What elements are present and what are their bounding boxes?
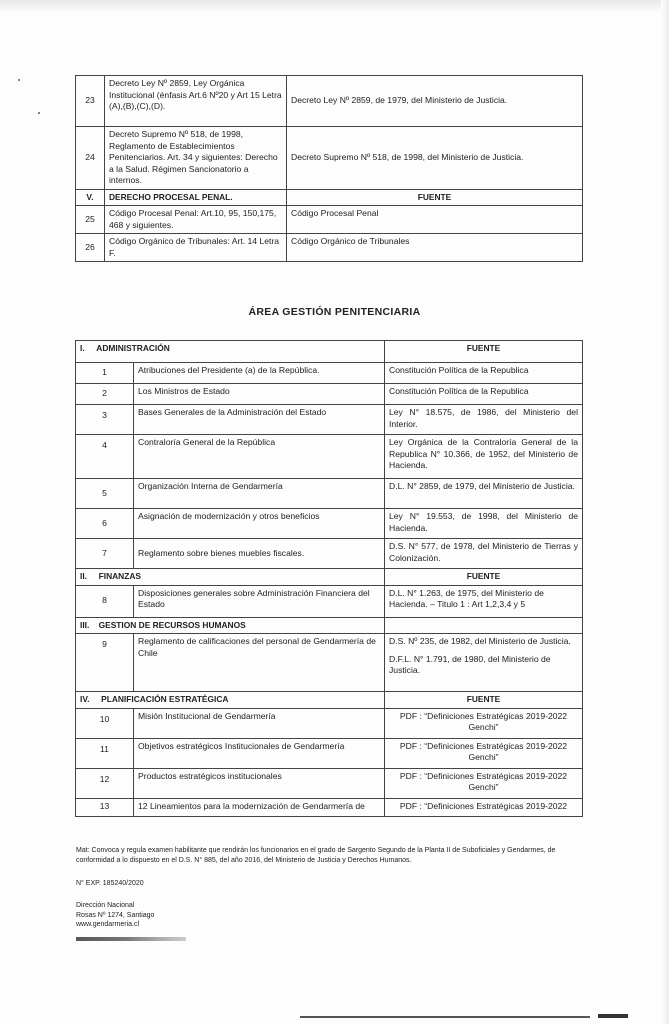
section-label: PLANIFICACIÓN ESTRATÉGICA [101,694,229,704]
section-header-row [76,189,583,206]
section-numeral: V. [76,189,105,206]
row-number: 10 [76,708,134,738]
section-label: FINANZAS [98,571,141,581]
section-header-row [76,692,583,709]
row-materia: Misión Institucional de Gendarmería [134,708,385,738]
bottom-edge-rule [300,1016,590,1018]
scan-speck [38,112,40,114]
table-row [76,539,583,569]
section-label: GESTION DE RECURSOS HUMANOS [98,619,246,630]
table-row [76,234,583,262]
section-numeral: III. [80,619,90,630]
table-row [76,768,583,798]
row-materia: Decreto Ley Nº 2859, Ley Orgánica Institucional (énfasis Art.6 Nº20 y Art 15 Letra (A),(B),(C),(D). [105,76,287,127]
table-row [76,206,583,234]
row-fuente: Ley Orgánica de la Contraloría General de la Republica N° 10.366, de 1952, del Ministerio de Hacienda. [385,435,583,479]
row-materia: 12 Lineamientos para la modernización de Gendarmería de [134,798,385,816]
footer-color-bar [76,937,186,941]
table-row [76,798,583,816]
row-materia: Objetivos estratégicos Institucionales de Gendarmería [134,738,385,768]
table-row [76,435,583,479]
section-header-row [76,341,583,363]
table-row [76,585,583,617]
scan-shadow-right [661,0,669,1024]
fuente-header: FUENTE [287,189,583,206]
row-fuente: PDF : “Definiciones Estratégicas 2019-2022 Genchi” [385,738,583,768]
table-row [76,634,583,692]
section-label: ADMINISTRACIÓN [96,343,170,353]
row-number: 24 [76,127,105,190]
row-fuente: D.L. N° 1.263, de 1975, del Ministerio de Hacienda. – Titulo 1 : Art 1,2,3,4 y 5 [385,585,583,617]
row-fuente: Código Procesal Penal [287,206,583,234]
row-fuente: D.L. N° 2859, de 1979, del Ministerio de Justicia. [385,479,583,509]
row-number: 5 [76,479,134,509]
address-line: Dirección Nacional [76,902,135,909]
row-number: 3 [76,405,134,435]
row-materia: Contraloría General de la República [134,435,385,479]
section-label: DERECHO PROCESAL PENAL. [105,189,287,206]
row-fuente: PDF : “Definiciones Estratégicas 2019-2022 Genchi” [385,768,583,798]
row-materia: Disposiciones generales sobre Administración Financiera del Estado [134,585,385,617]
section-planificacion [76,692,385,709]
footnote: Mat: Convoca y regula examen habilitante que rendirán los funcionarios en el grado de Sargento Segundo de la Planta II de Suboficiales y Gendarmes, de conformidad a lo dispuesto en el D.S. N° 885, del año 2016, del Ministerio de Justicia y Derechos Humanos. [76,847,556,864]
area-title: ÁREA GESTIÓN PENITENCIARIA [248,306,421,318]
row-fuente: Constitución Política de la Republica [385,384,583,405]
row-number: 2 [76,384,134,405]
row-materia: Reglamento de calificaciones del personal de Gendarmería de Chile [134,634,385,692]
fuente-header: FUENTE [385,341,583,363]
row-fuente: Ley N° 18.575, de 1986, del Ministerio del Interior. [385,405,583,435]
fuente-line: D.F.L. N° 1.791, de 1980, del Ministerio de Justicia. [389,653,551,675]
table-row [76,405,583,435]
fuente-header [385,617,583,634]
section-numeral: II. [80,571,87,581]
row-materia: Código Procesal Penal: Art.10, 95, 150,175, 468 y siguientes. [105,206,287,234]
row-fuente: Constitución Política de la Republica [385,363,583,384]
row-number: 13 [76,798,134,816]
table-row [76,479,583,509]
row-fuente [385,634,583,692]
row-number: 11 [76,738,134,768]
fuente-header: FUENTE [385,569,583,586]
scan-speck [18,79,20,81]
fuente-line: D.S. Nº 235, de 1982, del Ministerio de Justicia. [389,636,571,646]
fuente-header: FUENTE [385,692,583,709]
table-row [76,509,583,539]
scan-shadow-top [0,0,669,12]
row-materia: Bases Generales de la Administración del Estado [134,405,385,435]
row-materia: Código Orgánico de Tribunales: Art. 14 Letra F. [105,234,287,262]
row-materia: Decreto Supremo Nº 518, de 1998, Reglamento de Establecimientos Penitenciarios. Art. 34 y siguientes: Derecho a la Salud. Régimen Sancionatorio a internos. [105,127,287,190]
address-block [76,901,154,930]
row-number: 4 [76,435,134,479]
row-fuente: Código Orgánico de Tribunales [287,234,583,262]
row-materia: Atribuciones del Presidente (a) de la República. [134,363,385,384]
row-fuente: Decreto Supremo Nº 518, de 1998, del Ministerio de Justicia. [287,127,583,190]
row-number: 26 [76,234,105,262]
row-number: 12 [76,768,134,798]
bottom-edge-mark [598,1014,628,1018]
address-line: Rosas Nº 1274, Santiago [76,911,155,919]
row-fuente: Decreto Ley Nº 2859, de 1979, del Ministerio de Justicia. [287,76,583,127]
table-row [76,127,583,190]
section-header-row [76,569,583,586]
section-rrhh [76,617,385,634]
row-materia: Los Ministros de Estado [134,384,385,405]
row-number: 7 [76,539,134,569]
section-header-row [76,617,583,634]
row-number: 9 [76,634,134,692]
row-number: 6 [76,509,134,539]
row-materia: Asignación de modernización y otros beneficios [134,509,385,539]
table-row [76,76,583,127]
expediente-number: N° EXP. 185240/2020 [76,880,144,887]
row-fuente: D.S. N° 577, de 1978, del Ministerio de Tierras y Colonización. [385,539,583,569]
table-row [76,363,583,384]
table-row [76,384,583,405]
row-fuente: Ley N° 19.553, de 1998, del Ministerio de Hacienda. [385,509,583,539]
section-administracion [76,341,385,363]
section-numeral: I. [80,343,85,353]
section-numeral: IV. [80,694,90,704]
row-number: 1 [76,363,134,384]
row-materia: Organización Interna de Gendarmería [134,479,385,509]
row-number: 25 [76,206,105,234]
row-materia: Productos estratégicos institucionales [134,768,385,798]
table-row [76,708,583,738]
website-link: www.gendarmeria.cl [76,921,140,928]
row-materia: Reglamento sobre bienes muebles fiscales. [134,539,385,569]
section-finanzas [76,569,385,586]
row-fuente: PDF : “Definiciones Estratégicas 2019-2022 Genchi” [385,708,583,738]
gestion-table [75,340,583,817]
row-number: 8 [76,585,134,617]
row-number: 23 [76,76,105,127]
legal-table [75,75,583,262]
table-row [76,738,583,768]
row-fuente: PDF : “Definiciones Estratégicas 2019-2022 [385,798,583,816]
